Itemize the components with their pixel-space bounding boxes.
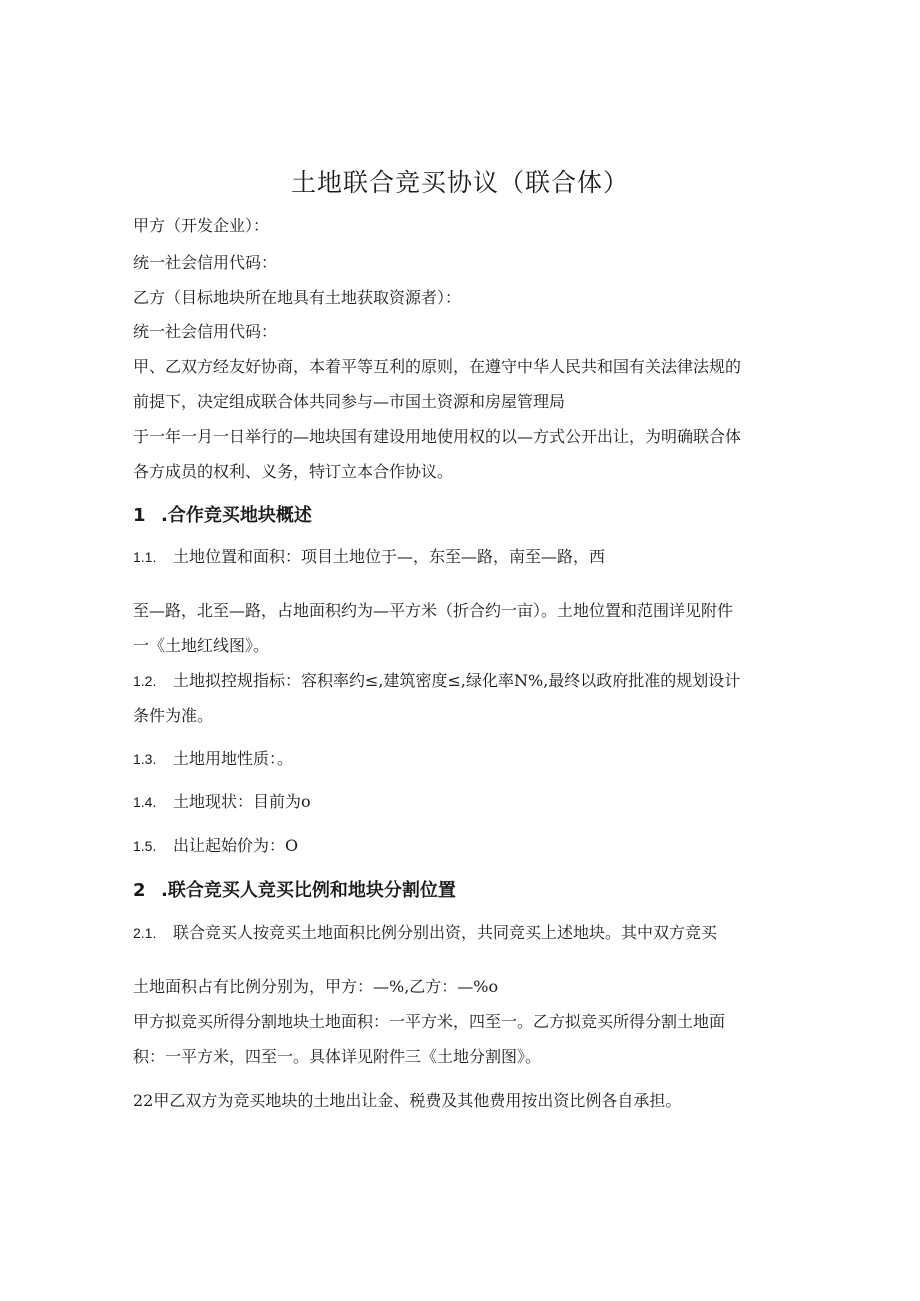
clause-text: 土地用地性质：。 <box>173 749 294 768</box>
clause-number: 1.3. <box>133 751 157 767</box>
clause-2-1-continued-2: 甲方拟竞买所得分割地块土地面积：一平方米，四至一。乙方拟竞买所得分割土地面 <box>133 1012 726 1031</box>
clause-2-1-continued-1: 土地面积占有比例分别为，甲方：—%,乙方：—%o <box>133 977 499 996</box>
party-a-line: 甲方（开发企业）： <box>133 216 270 235</box>
party-b-credit-code: 统一社会信用代码： <box>133 322 278 341</box>
document-title: 土地联合竞买协议（联合体） <box>290 168 629 197</box>
clause-1-1 <box>133 546 793 568</box>
clause-number: 1.5. <box>133 838 157 854</box>
clause-number: 2.1. <box>133 925 157 941</box>
preamble-line-1: 甲、乙双方经友好协商，本着平等互利的原则，在遵守中华人民共和国有关法律法规的 <box>133 357 742 376</box>
clause-2-2: 22甲乙双方为竞买地块的土地出让金、税费及其他费用按出资比例各自承担。 <box>133 1091 682 1110</box>
section-2-title: .联合竞买人竞买比例和地块分割位置 <box>161 880 456 901</box>
section-1-heading <box>133 504 793 528</box>
party-a-credit-code: 统一社会信用代码： <box>133 253 278 272</box>
clause-text: 出让起始价为：O <box>173 836 299 855</box>
clause-1-5 <box>133 835 793 857</box>
clause-1-1-continued-1: 至—路，北至—路，占地面积约为—平方米（折合约一亩）。土地位置和范围详见附件 <box>133 601 734 620</box>
clause-number: 1.1. <box>133 549 157 565</box>
clause-text: 土地位置和面积：项目土地位于—，东至—路，南至—路，西 <box>173 547 606 566</box>
clause-number: 1.2. <box>133 673 157 689</box>
section-2-heading <box>133 879 793 903</box>
clause-1-4 <box>133 791 793 813</box>
clause-2-1-continued-3: 积：一平方米，四至一。具体详见附件三《土地分割图》。 <box>133 1047 542 1066</box>
clause-2-1 <box>133 922 793 944</box>
section-1-number: 1 <box>133 505 146 526</box>
preamble-line-2: 前提下，决定组成联合体共同参与—市国土资源和房屋管理局 <box>133 392 566 411</box>
party-b-line: 乙方（目标地块所在地具有土地获取资源者）： <box>133 288 462 307</box>
clause-number: 1.4. <box>133 794 157 810</box>
section-1-title: .合作竞买地块概述 <box>161 505 312 526</box>
clause-text: 联合竞买人按竞买土地面积比例分别出资，共同竞买上述地块。其中双方竞买 <box>173 923 718 942</box>
clause-1-3 <box>133 748 793 770</box>
clause-1-2 <box>133 670 793 692</box>
clause-1-1-continued-2: 一《土地红线图》。 <box>133 636 270 655</box>
section-2-number: 2 <box>133 880 146 901</box>
clause-text: 土地拟控规指标：容积率约≤,建筑密度≤,绿化率N%,最终以政府批准的规划设计 <box>173 671 741 690</box>
preamble-line-4: 各方成员的权利、义务，特订立本合作协议。 <box>133 462 454 481</box>
clause-text: 土地现状：目前为o <box>173 792 311 811</box>
preamble-line-3: 于一年一月一日举行的—地块国有建设用地使用权的以—方式公开出让，为明确联合体 <box>133 427 742 446</box>
clause-1-2-continued: 条件为准。 <box>133 706 214 725</box>
